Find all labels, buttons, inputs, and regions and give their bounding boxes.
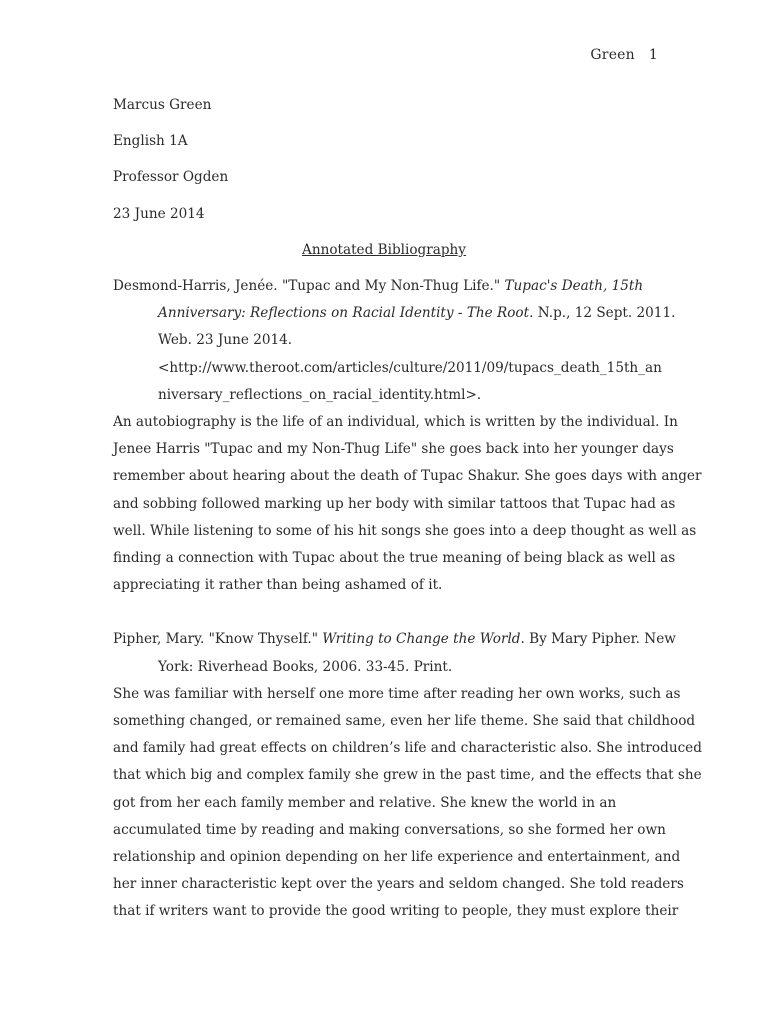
citation-url-line: niversary_reflections_on_racial_identity.html>. xyxy=(158,386,482,403)
document-date: 23 June 2014 xyxy=(113,205,205,222)
annotation-line: She was familiar with herself one more time after reading her own works, such as xyxy=(113,685,681,702)
annotation-paragraph xyxy=(113,681,702,926)
annotation-line: An autobiography is the life of an individual, which is written by the individual. In xyxy=(113,414,678,431)
annotation-line: relationship and opinion depending on her life experience and entertainment, and xyxy=(113,849,681,866)
annotation-line: something changed, or remained same, even her life theme. She said that childhood xyxy=(113,713,696,730)
student-name: Marcus Green xyxy=(113,97,212,113)
annotation-line: appreciating it rather than being ashamed of it. xyxy=(113,577,443,594)
header-page-number: 1 xyxy=(648,47,658,63)
annotation-line: that which big and complex family she grew in the past time, and the effects that she xyxy=(113,767,702,784)
citation-line: Web. 23 June 2014. xyxy=(158,332,293,349)
citation-line: Pipher, Mary. "Know Thyself." Writing to Change the World. By Mary Pipher. New xyxy=(113,631,676,648)
annotation-line: that if writers want to provide the good writing to people, they must explore their xyxy=(113,903,679,920)
annotation-line: accumulated time by reading and making conversations, so she formed her own xyxy=(113,821,666,838)
citation-line: York: Riverhead Books, 2006. 33-45. Print. xyxy=(158,658,453,675)
citation-url-line: <http://www.theroot.com/articles/culture/2011/09/tupacs_death_15th_an xyxy=(158,359,662,376)
citation-entry xyxy=(113,626,676,680)
citation-line: Anniversary: Reflections on Racial Identity - The Root. N.p., 12 Sept. 2011. xyxy=(158,305,676,322)
annotation-line: well. While listening to some of his hit songs she goes into a deep thought as well as xyxy=(113,522,697,539)
running-header xyxy=(560,47,658,63)
course-name: English 1A xyxy=(113,133,188,150)
annotation-line: got from her each family member and relative. She knew the world in an xyxy=(113,794,617,811)
page-title: Annotated Bibliography xyxy=(302,241,466,258)
document-body xyxy=(113,92,702,926)
citation-entry xyxy=(113,273,676,409)
annotation-line: and sobbing followed marking up her body with similar tattoos that Tupac had as xyxy=(113,495,676,512)
header-surname: Green xyxy=(590,47,635,63)
annotation-line: remember about hearing about the death of Tupac Shakur. She goes days with anger xyxy=(113,468,702,485)
annotation-line: finding a connection with Tupac about the true meaning of being black as well as xyxy=(113,550,676,567)
annotation-line: Jenee Harris "Tupac and my Non-Thug Life" she goes back into her younger days xyxy=(113,441,674,458)
professor-name: Professor Ogden xyxy=(113,169,229,186)
annotation-line: her inner characteristic kept over the years and seldom changed. She told readers xyxy=(113,876,684,893)
citation-line: Desmond-Harris, Jenée. "Tupac and My Non-Thug Life." Tupac's Death, 15th xyxy=(113,278,644,295)
annotation-paragraph xyxy=(113,409,702,599)
annotation-line: and family had great effects on children’s life and characteristic also. She introduced xyxy=(113,740,702,757)
